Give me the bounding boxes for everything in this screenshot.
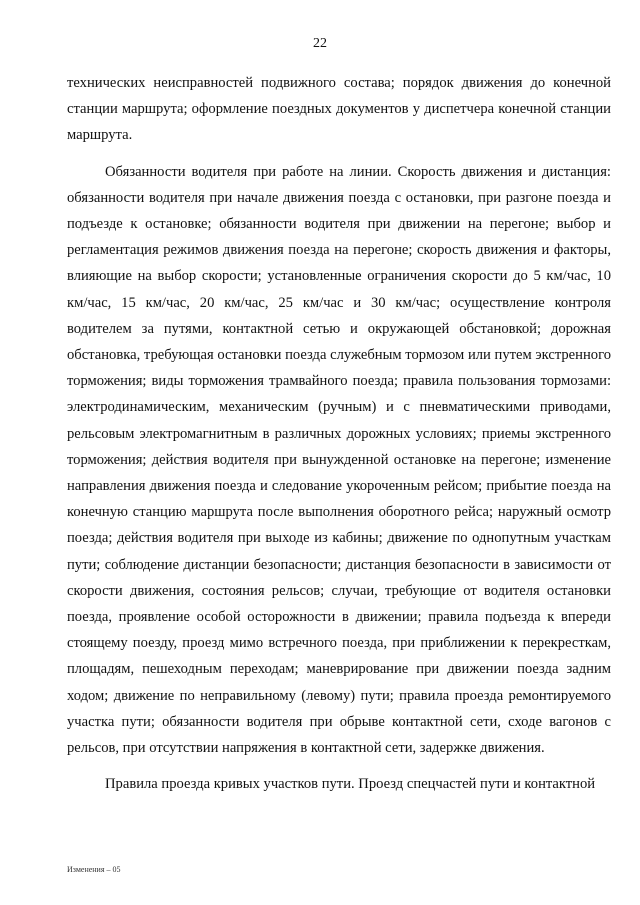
paragraph-driver-duties: Обязанности водителя при работе на линии. Скорость движения и дистанция: обязанности водителя при начале движения поезда с остановки, при разгоне поезда и подъезде к остановке; обязанности водителя при движении на перегоне; выбор и регламентация режимов движения поезда на перегоне; скорость движения и факторы, влияющие на выбор скорости; установленные ограничения скорости до 5 км/час, 10 км/час, 15 км/час, 20 км/час, 25 км/час и 30 км/час; осуществление контроля водителем за путями, контактной сетью и окружающей обстановкой; дорожная обстановка, требующая остановки поезда служебным тормозом или путем экстренного торможения; виды торможения трамвайного поезда; правила пользования тормозами: электродинамическим, механическим (ручным) и с пневматическими приводами, рельсовым электромагнитным в различных дорожных условиях; приемы экстренного торможения; действия водителя при вынужденной остановке на перегоне; изменение направления движения поезда и следование укороченным рейсом; прибытие поезда на конечную станцию маршрута после выполнения оборотного рейса; наружный осмотр поезда; действия водителя при выходе из кабины; движение по однопутным участкам пути; соблюдение дистанции безопасности; дистанция безопасности в зависимости от скорости движения, состояния рельсов; случаи, требующие от водителя остановки поезда, проявление особой осторожности в движении; правила подъезда к впереди стоящему поезду, проезд мимо встречного поезда, при приближении к перекресткам, площадям, пешеходным переходам; маневрирование при движении поезда задним ходом; движение по неправильному (левому) пути; правила проезда ремонтируемого участка пути; обязанности водителя при обрыве контактной сети, сходе вагонов с рельсов, при отсутствии напряжения в контактной сети, задержке движения.	[67, 163, 611, 757]
footer-revision-note: Изменения – 05	[67, 865, 121, 874]
paragraph-continuation: технических неисправностей подвижного состава; порядок движения до конечной станции маршрута; оформление поездных документов у диспетчера конечной станции маршрута.	[67, 75, 611, 144]
body-text	[67, 70, 611, 797]
paragraph-curve-rules: Правила проезда кривых участков пути. Проезд спецчастей пути и контактной	[105, 776, 596, 793]
page-number: 22	[313, 36, 327, 51]
